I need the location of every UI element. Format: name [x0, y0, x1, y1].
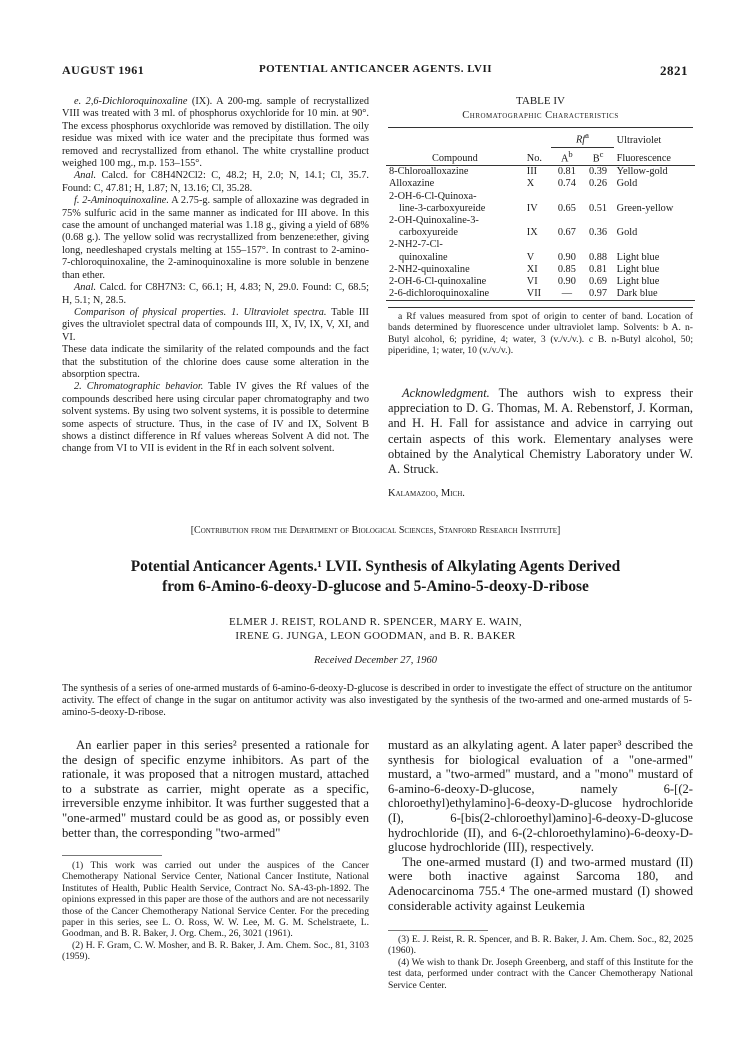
running-header-date: AUGUST 1961: [62, 63, 145, 77]
received-date: [0, 655, 751, 666]
body-right-column: [388, 738, 693, 913]
rf-a-value: —: [561, 288, 572, 300]
compound-cell: [386, 239, 524, 263]
rf-b-value: 0.51: [589, 202, 608, 214]
compound-name-cont: line-3-carboxyureide: [399, 202, 486, 214]
paragraph: (IX). A 200-mg. sample of recrystallized VIII was treated with 3 ml. of phosphorus oxychloride for 10 min. at 90°. The excess phosphorus oxychloride was removed by distillation. The oily residue was mixed with ice water and the precipitate thus formed was removed and recrystallized from ethanol. The white crystalline product weighed 100 mg., m.p. 153–155°.: [62, 96, 369, 170]
table-title: TABLE IV: [516, 95, 565, 107]
footnote: (3) E. J. Reist, R. R. Spencer, and B. R. Baker, J. Am. Chem. Soc., 82, 2025 (1960).: [388, 934, 693, 957]
fluorescence-value: Green-yellow: [616, 202, 674, 214]
fluorescence-value: Light blue: [616, 276, 660, 288]
rf-b-value: 0.36: [589, 227, 608, 239]
compound-number: IX: [526, 227, 538, 239]
running-header-title: POTENTIAL ANTICANCER AGENTS. LVII: [258, 63, 493, 75]
rf-a-value: 0.90: [557, 251, 576, 263]
table-header-compound: Compound: [431, 153, 478, 165]
contribution-line: [Contribution from the Department of Biological Sciences, Stanford Research Institute]: [190, 525, 561, 536]
body-paragraph: The one-armed mustard (I) and two-armed mustard (II) were both inactive against Sarcoma 180, and Adenocarcinoma 755.⁴ The one-armed mustard (I) showed considerable activity against Leukemia: [388, 854, 693, 913]
section-title: Anal.: [74, 170, 97, 182]
table-row: [386, 191, 695, 215]
acknowledgment-text: The authors wish to express their appreciation to D. G. Thomas, M. A. Rebenstorf, J. Korman, and H. H. Fall for assistance and advice in carrying out certain aspects of this work. Elementary analyses were obtained by the Analytical Chemistry Laboratory under W. A. Struck.: [388, 386, 693, 477]
body-paragraph: An earlier paper in this series² presented a rationale for the design of specific enzyme inhibitors. As part of the rationale, it was proposed that a nitrogen mustard, attached to a substrate as carrier, might operate as a specific, irreversible enzyme inhibitor. It was further suggested that a "one-armed" mustard could be as good as, or possibly even better than, the corresponding "two-armed": [62, 738, 369, 840]
acknowledgment-title: Acknowledgment.: [402, 386, 490, 400]
table-header-no: No.: [526, 153, 542, 165]
compound-number: X: [526, 178, 535, 190]
rf-b-value: 0.88: [589, 251, 608, 263]
rf-a-value: 0.90: [557, 276, 576, 288]
compound-cell: [386, 264, 524, 276]
table-row: [386, 178, 695, 190]
rf-a-value: 0.81: [557, 166, 576, 178]
table-row: [386, 264, 695, 276]
paragraph: Table IV gives the Rf values of the compounds described here using circular paper chromatography and two solvent systems. By using two solvent systems, it is possible to determine some aspects of structure. Thus, in the case of IV and IX, Solvent B shows a distinct difference in Rf values whereas Solvent A did not. The change from VI to VII is evident in the Rf in each solvent solvent.: [62, 381, 369, 455]
fluorescence-value: Light blue: [616, 263, 660, 275]
section-title: f. 2-Aminoquinoxaline.: [74, 195, 169, 207]
footnote: (2) H. F. Gram, C. W. Mosher, and B. R. Baker, J. Am. Chem. Soc., 81, 3103 (1959).: [62, 939, 369, 963]
fluorescence-value: Light blue: [616, 251, 660, 263]
body-left-column: [62, 738, 369, 840]
table-header-a: A: [560, 153, 569, 165]
compound-cell: [386, 191, 524, 215]
table-header-b: B: [592, 153, 600, 165]
section-title: e. 2,6-Dichloroquinoxaline: [74, 96, 188, 107]
compound-name: 2-6-dichloroquinoxaline: [389, 288, 490, 300]
table-footnote: [388, 307, 693, 357]
compound-number: XI: [526, 263, 538, 275]
body-paragraph: mustard as an alkylating agent. A later paper³ described the synthesis for biological evaluation of a "one-armed" mustard, a "two-armed" mustard, and a "mono" mustard of 6-amino-6-deoxy-D-glucose, namely 6-[(2-chloroethyl)ethylamino]-6-deoxy-D-glucose hydrochloride (I), 6-[bis(2-chloroethyl)amino]-6-deoxy-D-glucose hydrochloride (II), and 6-(2-chloroethylamino)-6-deoxy-D-glucose hydrochloride (III), respectively.: [388, 738, 693, 855]
rf-b-value: 0.97: [589, 288, 608, 300]
page-number: 2821: [660, 63, 688, 78]
paragraph: Table III gives the ultraviolet spectral data of compounds III, X, IV, IX, V, XI, and VI.: [62, 306, 369, 343]
table-subtitle: Chromatographic Characteristics: [462, 110, 619, 121]
rf-b-value: 0.69: [589, 276, 608, 288]
rf-b-value: 0.39: [589, 166, 608, 178]
rf-a-value: 0.65: [557, 202, 576, 214]
table-header-rf: Rf: [575, 134, 586, 146]
left-column-text: [62, 96, 369, 456]
paragraph: Calcd. for C8H7N3: C, 66.1; H, 4.83; N, 29.0. Found: C, 68.5; H, 5.1; N, 28.5.: [62, 282, 369, 306]
rf-b-value: 0.26: [589, 178, 608, 190]
compound-name: 2-OH-Quinoxaline-3-: [389, 215, 479, 227]
table-header-uv: Ultraviolet: [616, 134, 662, 146]
compound-name: Alloxazine: [389, 178, 435, 190]
compound-number: VII: [526, 288, 542, 300]
compound-name: 2-OH-6-Cl-quinoxaline: [389, 276, 487, 288]
rf-a-value: 0.74: [557, 178, 576, 190]
section-title: Comparison of physical properties. 1. Ultraviolet spectra.: [74, 306, 327, 318]
compound-cell: [386, 178, 524, 190]
table-header-fluorescence: Fluorescence: [616, 153, 671, 165]
chromatographic-table: [386, 129, 695, 301]
received-text: Received December 27, 1960: [313, 655, 438, 666]
footnotes-left: [62, 860, 369, 963]
footnote-marker: a: [585, 130, 589, 140]
section-title: 2. Chromatographic behavior.: [74, 381, 204, 393]
article-title-line: from 6-Amino-6-deoxy-D-glucose and 5-Amino-5-deoxy-D-ribose: [162, 578, 589, 595]
table-row: [386, 276, 695, 288]
compound-number: VI: [526, 276, 538, 288]
fluorescence-value: Yellow-gold: [616, 166, 668, 178]
footnotes-right: [388, 934, 693, 991]
footnote: (1) This work was carried out under the auspices of the Cancer Chemotherapy National Service Center, National Cancer Institute, National Institutes of Health, Public Health Service, Contract No. SA-43-ph-1892. The opinions expressed in this paper are those of the authors and are not necessarily those of the Cancer Chemotherapy National Service Center. For the preceding paper in this series, see L. O. Ross, W. W. Lee, M. G. M. Schelstraete, L. Goodman, and B. R. Baker, J. Org. Chem., 26, 3021 (1961).: [62, 860, 369, 940]
table-row: [386, 239, 695, 263]
fluorescence-value: Dark blue: [616, 288, 658, 300]
authors-line: ELMER J. REIST, ROLAND R. SPENCER, MARY E. WAIN,: [229, 616, 522, 628]
article-title-line: Potential Anticancer Agents.¹ LVII. Synthesis of Alkylating Agents Derived: [130, 558, 621, 575]
compound-name: 2-OH-6-Cl-Quinoxa-: [389, 190, 477, 202]
section-title: Anal.: [74, 282, 97, 294]
compound-number: V: [526, 251, 535, 263]
paragraph: A 2.75-g. sample of alloxazine was degraded in 75% sulfuric acid in the same manner as indicated for III above. In this case the amount of unchanged material was 1.18 g., giving a yield of 68% (0.68 g.). The yellow solid was recrystallized from benzene:ether, giving long, needleshaped crystals melting at 155–157°. In contrast to 2-amino-7-chloroquinoxaline, the 2-aminoquinoxaline is more soluble in benzene than ether.: [62, 195, 369, 281]
compound-name: 8-Chloroalloxazine: [389, 166, 469, 178]
rf-a-value: 0.67: [557, 227, 576, 239]
location: Kalamazoo, Mich.: [388, 488, 465, 499]
compound-name: 2-NH2-quinoxaline: [389, 263, 470, 275]
footnote: (4) We wish to thank Dr. Joseph Greenberg, and staff of this Institute for the test data, performed under contract with the Cancer Chemotherapy National Service Center.: [388, 956, 693, 991]
paragraph: These data indicate the similarity of the related compounds and the fact that the substitution of the chlorine does cause some alteration in the absorption spectra.: [62, 344, 369, 380]
authors-line: IRENE G. JUNGA, LEON GOODMAN, and B. R. BAKER: [235, 630, 516, 642]
rf-b-value: 0.81: [589, 263, 608, 275]
compound-name: 2-NH2-7-Cl-: [389, 239, 443, 251]
fluorescence-value: Gold: [616, 227, 638, 239]
compound-cell: [386, 288, 524, 301]
footnote-marker: c: [599, 148, 604, 159]
compound-cell: [386, 215, 524, 239]
article-title: [40, 557, 711, 597]
authors: [0, 615, 751, 643]
table-row: [386, 166, 695, 179]
compound-name-cont: carboxyureide: [399, 227, 458, 239]
abstract: The synthesis of a series of one-armed mustards of 6-amino-6-deoxy-D-glucose is described in order to investigate the effect of structure on the antitumor activity. The effect of change in the sugar on antitumor activity was also investigated by the synthesis of the two-armed and one-armed mustards of 5-amino-5-deoxy-D-ribose.: [62, 683, 692, 718]
rf-a-value: 0.85: [557, 263, 576, 275]
table-row: [386, 215, 695, 239]
acknowledgment: [388, 386, 693, 477]
fluorescence-value: Gold: [616, 178, 638, 190]
table-footnote-text: a Rf values measured from spot of origin to center of band. Location of bands determined by fluorescence under ultraviolet lamp. Solvents: b A. n-Butyl alcohol, 6; pyridine, 4; water, 3 (v./v./v.). c B. n-Butyl alcohol, 50; piperidine, 1; water, 10 (v./v./v.).: [388, 311, 693, 357]
compound-name-cont: quinoxaline: [399, 251, 448, 263]
compound-cell: [386, 276, 524, 288]
compound-cell: [386, 166, 524, 179]
footnote-marker: b: [568, 148, 573, 159]
compound-number: IV: [526, 202, 538, 214]
table-row: [386, 288, 695, 301]
paragraph: Calcd. for C8H4N2Cl2: C, 48.2; H, 2.0; N, 14.1; Cl, 35.7. Found: C, 47.81; H, 1.87; N, 13.16; Cl, 35.28.: [62, 170, 369, 194]
compound-number: III: [526, 166, 538, 178]
